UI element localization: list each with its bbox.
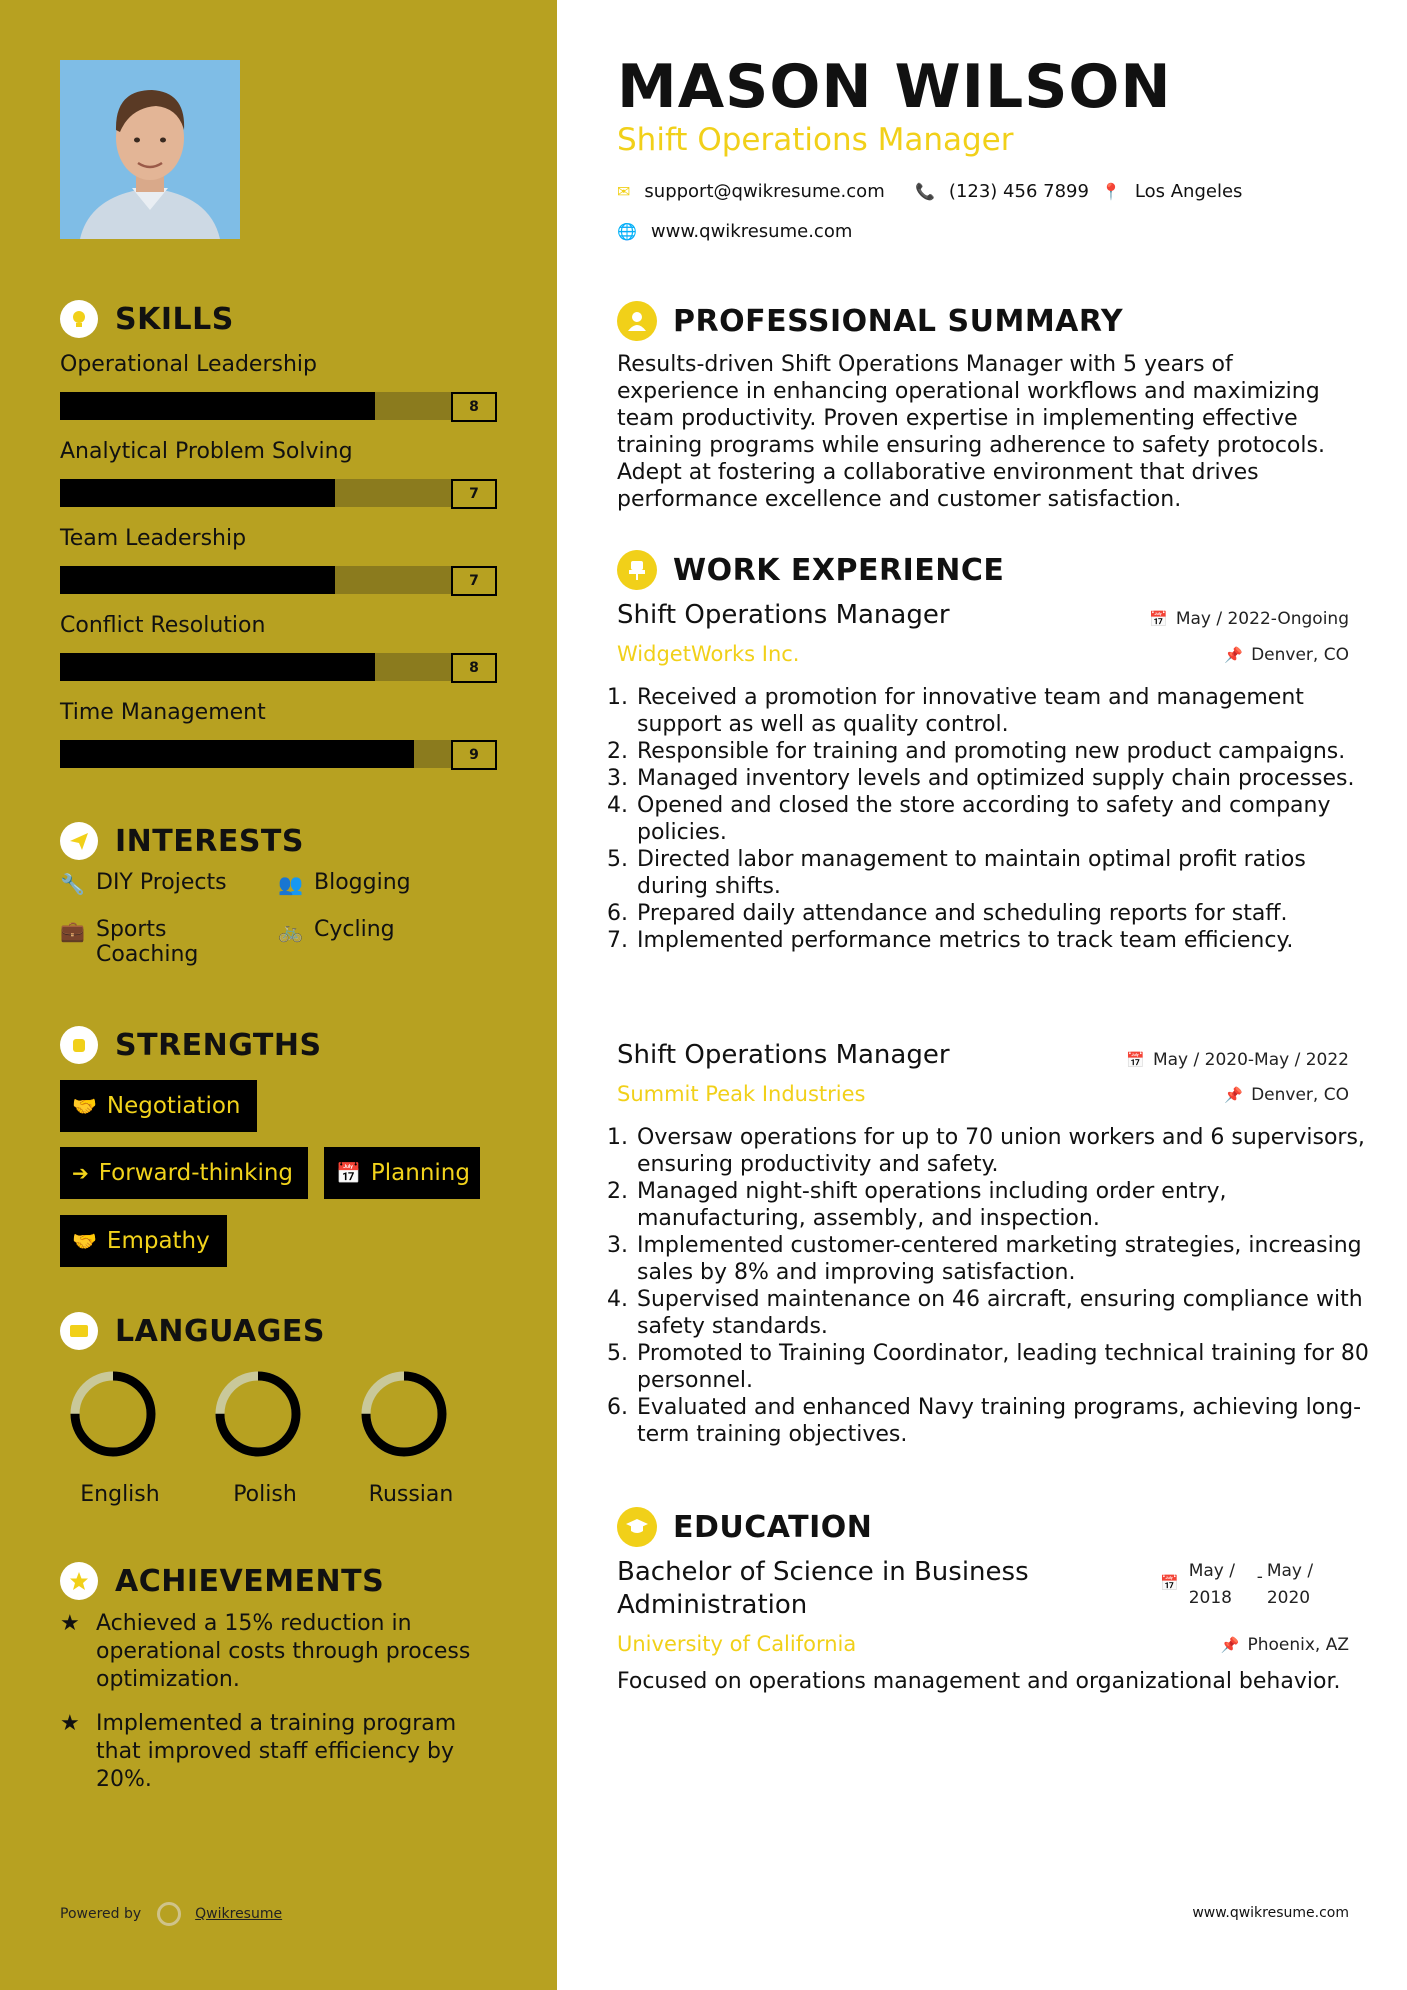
calendar-icon: 📅 [336, 1161, 361, 1185]
location-text: Los Angeles [1134, 181, 1243, 202]
star-icon: ★ [60, 1611, 80, 1636]
job-location [1224, 1085, 1349, 1105]
website-text: www.qwikresume.com [650, 221, 853, 242]
skills-heading [60, 300, 234, 338]
chair-icon [617, 550, 657, 590]
powered-by [60, 1902, 282, 1926]
contact-location [1101, 181, 1242, 202]
job-task: 3. Implemented customer-centered marketing strategies, increasing sales by 8% and improving satisfaction. [635, 1232, 1380, 1286]
language-icon [60, 1312, 98, 1350]
interest-label: Cycling [314, 917, 395, 942]
contact-phone [915, 181, 1089, 202]
job-task: 1. Received a promotion for innovative team and management support as well as quality control. [635, 684, 1380, 738]
pin-icon: 📌 [1224, 646, 1244, 664]
users-icon: 👥 [278, 872, 303, 896]
contact-email [617, 181, 885, 202]
job-location [1224, 645, 1349, 665]
job-task: 3. Managed inventory levels and optimized supply chain processes. [635, 765, 1380, 792]
qwikresume-logo-icon [157, 1902, 181, 1926]
strength-badge [60, 1080, 257, 1132]
job-task: 1. Oversaw operations for up to 70 union workers and 6 supervisors, ensuring productivity and safety. [635, 1124, 1380, 1178]
languages-title: LANGUAGES [115, 1313, 325, 1349]
strength-badge [60, 1215, 227, 1267]
star-icon [60, 1562, 98, 1600]
arrow-right-icon: ➔ [72, 1161, 89, 1185]
strength-badge [324, 1147, 480, 1199]
paper-plane-icon [60, 822, 98, 860]
strengths-title: STRENGTHS [115, 1027, 322, 1063]
education-start: May / 2018 [1188, 1561, 1235, 1608]
interest-item [60, 870, 227, 898]
education-description: Focused on operations management and organizational behavior. [617, 1669, 1341, 1694]
strengths-heading [60, 1026, 322, 1064]
calendar-icon: 📅 [1126, 1051, 1145, 1069]
summary-title: PROFESSIONAL SUMMARY [673, 303, 1124, 339]
achievement-item [60, 1610, 500, 1694]
skill-level: 8 [451, 653, 497, 683]
experience-title: WORK EXPERIENCE [673, 552, 1005, 588]
strength-label: Forward-thinking [98, 1160, 294, 1186]
footer-url[interactable]: www.qwikresume.com [1192, 1905, 1349, 1921]
language-name: English [80, 1482, 160, 1507]
strength-label: Empathy [106, 1228, 210, 1254]
job-task: 6. Prepared daily attendance and scheduling reports for staff. [635, 900, 1380, 927]
skill-level: 7 [451, 566, 497, 596]
skill-level: 8 [451, 392, 497, 422]
job-dates [1126, 1050, 1349, 1070]
interest-item [278, 917, 395, 945]
interest-label: Sports Coaching [96, 917, 199, 967]
skill-fill [60, 479, 335, 507]
handshake-icon: 🤝 [72, 1229, 97, 1253]
wrench-icon: 🔧 [60, 872, 85, 896]
skill-bar [60, 740, 497, 768]
skill-fill [60, 392, 375, 420]
skill-level: 9 [451, 740, 497, 770]
job-task-list [617, 684, 1380, 954]
sidebar [0, 0, 557, 1990]
job-location-text: Denver, CO [1251, 1085, 1349, 1105]
star-icon: ★ [60, 1711, 80, 1736]
achievement-text: Achieved a 15% reduction in operational costs through process optimization. [96, 1611, 471, 1692]
qwikresume-link[interactable]: Qwikresume [195, 1906, 283, 1922]
envelope-icon: ✉ [617, 182, 631, 201]
skill-name: Time Management [60, 700, 266, 725]
candidate-name: MASON WILSON [617, 52, 1172, 122]
fist-icon [60, 1026, 98, 1064]
summary-text: Results-driven Shift Operations Manager with 5 years of experience in enhancing operational workflows and maximizing team productivity. Proven expertise in implementing effective training programs while ensuring adherence to safety protocols. Adept at fostering a collaborative environment that drives performance excellence and customer satisfaction. [617, 352, 1325, 512]
skill-name: Analytical Problem Solving [60, 439, 353, 464]
interests-heading [60, 822, 304, 860]
interest-item [278, 870, 411, 898]
job-task-list [617, 1124, 1380, 1448]
job-title: Shift Operations Manager [617, 1040, 950, 1070]
achievements-heading [60, 1562, 384, 1600]
language-name: Polish [233, 1482, 297, 1507]
company-name: Summit Peak Industries [617, 1082, 866, 1106]
phone-icon: 📞 [915, 182, 935, 201]
job-task: 4. Opened and closed the store according to safety and company policies. [635, 792, 1380, 846]
pin-icon: 📌 [1220, 1636, 1240, 1654]
skill-bar [60, 653, 497, 681]
summary-heading [617, 301, 1123, 341]
user-icon [617, 301, 657, 341]
interest-label: DIY Projects [96, 870, 227, 895]
briefcase-icon: 💼 [60, 919, 85, 943]
calendar-icon: 📅 [1160, 1574, 1179, 1592]
education-dates [1160, 1558, 1331, 1612]
skill-fill [60, 740, 414, 768]
degree-title: Bachelor of Science in Business Administration [617, 1557, 1029, 1620]
calendar-icon: 📅 [1149, 610, 1168, 628]
profile-photo [60, 60, 240, 239]
globe-icon: 🌐 [617, 222, 637, 241]
job-task: 2. Responsible for training and promoting new product campaigns. [635, 738, 1380, 765]
job-dates-text: May / 2020-May / 2022 [1152, 1050, 1349, 1070]
company-name: WidgetWorks Inc. [617, 642, 800, 666]
job-task: 5. Promoted to Training Coordinator, leading technical training for 80 personnel. [635, 1340, 1380, 1394]
phone-text: (123) 456 7899 [948, 181, 1089, 202]
map-pin-icon: 📍 [1101, 182, 1121, 201]
powered-by-label: Powered by [60, 1906, 142, 1922]
job-task: 6. Evaluated and enhanced Navy training programs, achieving long-term training objectives. [635, 1394, 1380, 1448]
experience-heading [617, 550, 1004, 590]
job-dates-text: May / 2022-Ongoing [1175, 609, 1349, 629]
strength-label: Planning [370, 1160, 470, 1186]
education-location [1221, 1635, 1349, 1655]
education-date-dash: - [1256, 1567, 1263, 1587]
language-name: Russian [368, 1482, 454, 1507]
skill-level: 7 [451, 479, 497, 509]
interests-title: INTERESTS [115, 823, 304, 859]
contact-website [617, 221, 852, 242]
job-task: 5. Directed labor management to maintain optimal profit ratios during shifts. [635, 846, 1380, 900]
lightbulb-icon [60, 300, 98, 338]
skills-title: SKILLS [115, 301, 234, 337]
candidate-role: Shift Operations Manager [617, 122, 1014, 158]
skill-name: Team Leadership [60, 526, 247, 551]
education-heading [617, 1507, 872, 1547]
school-name: University of California [617, 1632, 857, 1656]
strength-label: Negotiation [106, 1093, 241, 1119]
job-title: Shift Operations Manager [617, 600, 950, 630]
skill-bar [60, 392, 497, 420]
language-rings [60, 1364, 530, 1464]
languages-heading [60, 1312, 325, 1350]
skill-bar [60, 566, 497, 594]
skill-name: Operational Leadership [60, 352, 317, 377]
interest-label: Blogging [314, 870, 411, 895]
skill-fill [60, 566, 335, 594]
job-location-text: Denver, CO [1251, 645, 1349, 665]
job-dates [1149, 609, 1349, 629]
achievement-text: Implemented a training program that improved staff efficiency by 20%. [96, 1711, 457, 1792]
bicycle-icon: 🚲 [278, 919, 303, 943]
education-end: May / 2020 [1266, 1561, 1314, 1608]
job-task: 4. Supervised maintenance on 46 aircraft, ensuring compliance with safety standards. [635, 1286, 1380, 1340]
handshake-icon: 🤝 [72, 1094, 97, 1118]
achievements-title: ACHIEVEMENTS [115, 1563, 385, 1599]
education-location-text: Phoenix, AZ [1247, 1635, 1349, 1655]
skill-name: Conflict Resolution [60, 613, 266, 638]
email-text: support@qwikresume.com [644, 181, 885, 202]
interest-item [60, 917, 250, 967]
job-task: 2. Managed night-shift operations including order entry, manufacturing, assembly, and inspection. [635, 1178, 1380, 1232]
job-task: 7. Implemented performance metrics to track team efficiency. [635, 927, 1380, 954]
graduation-cap-icon [617, 1507, 657, 1547]
education-title: EDUCATION [673, 1509, 873, 1545]
pin-icon: 📌 [1224, 1086, 1244, 1104]
skill-bar [60, 479, 497, 507]
achievement-item [60, 1710, 500, 1794]
strength-badge [60, 1147, 308, 1199]
skill-fill [60, 653, 375, 681]
